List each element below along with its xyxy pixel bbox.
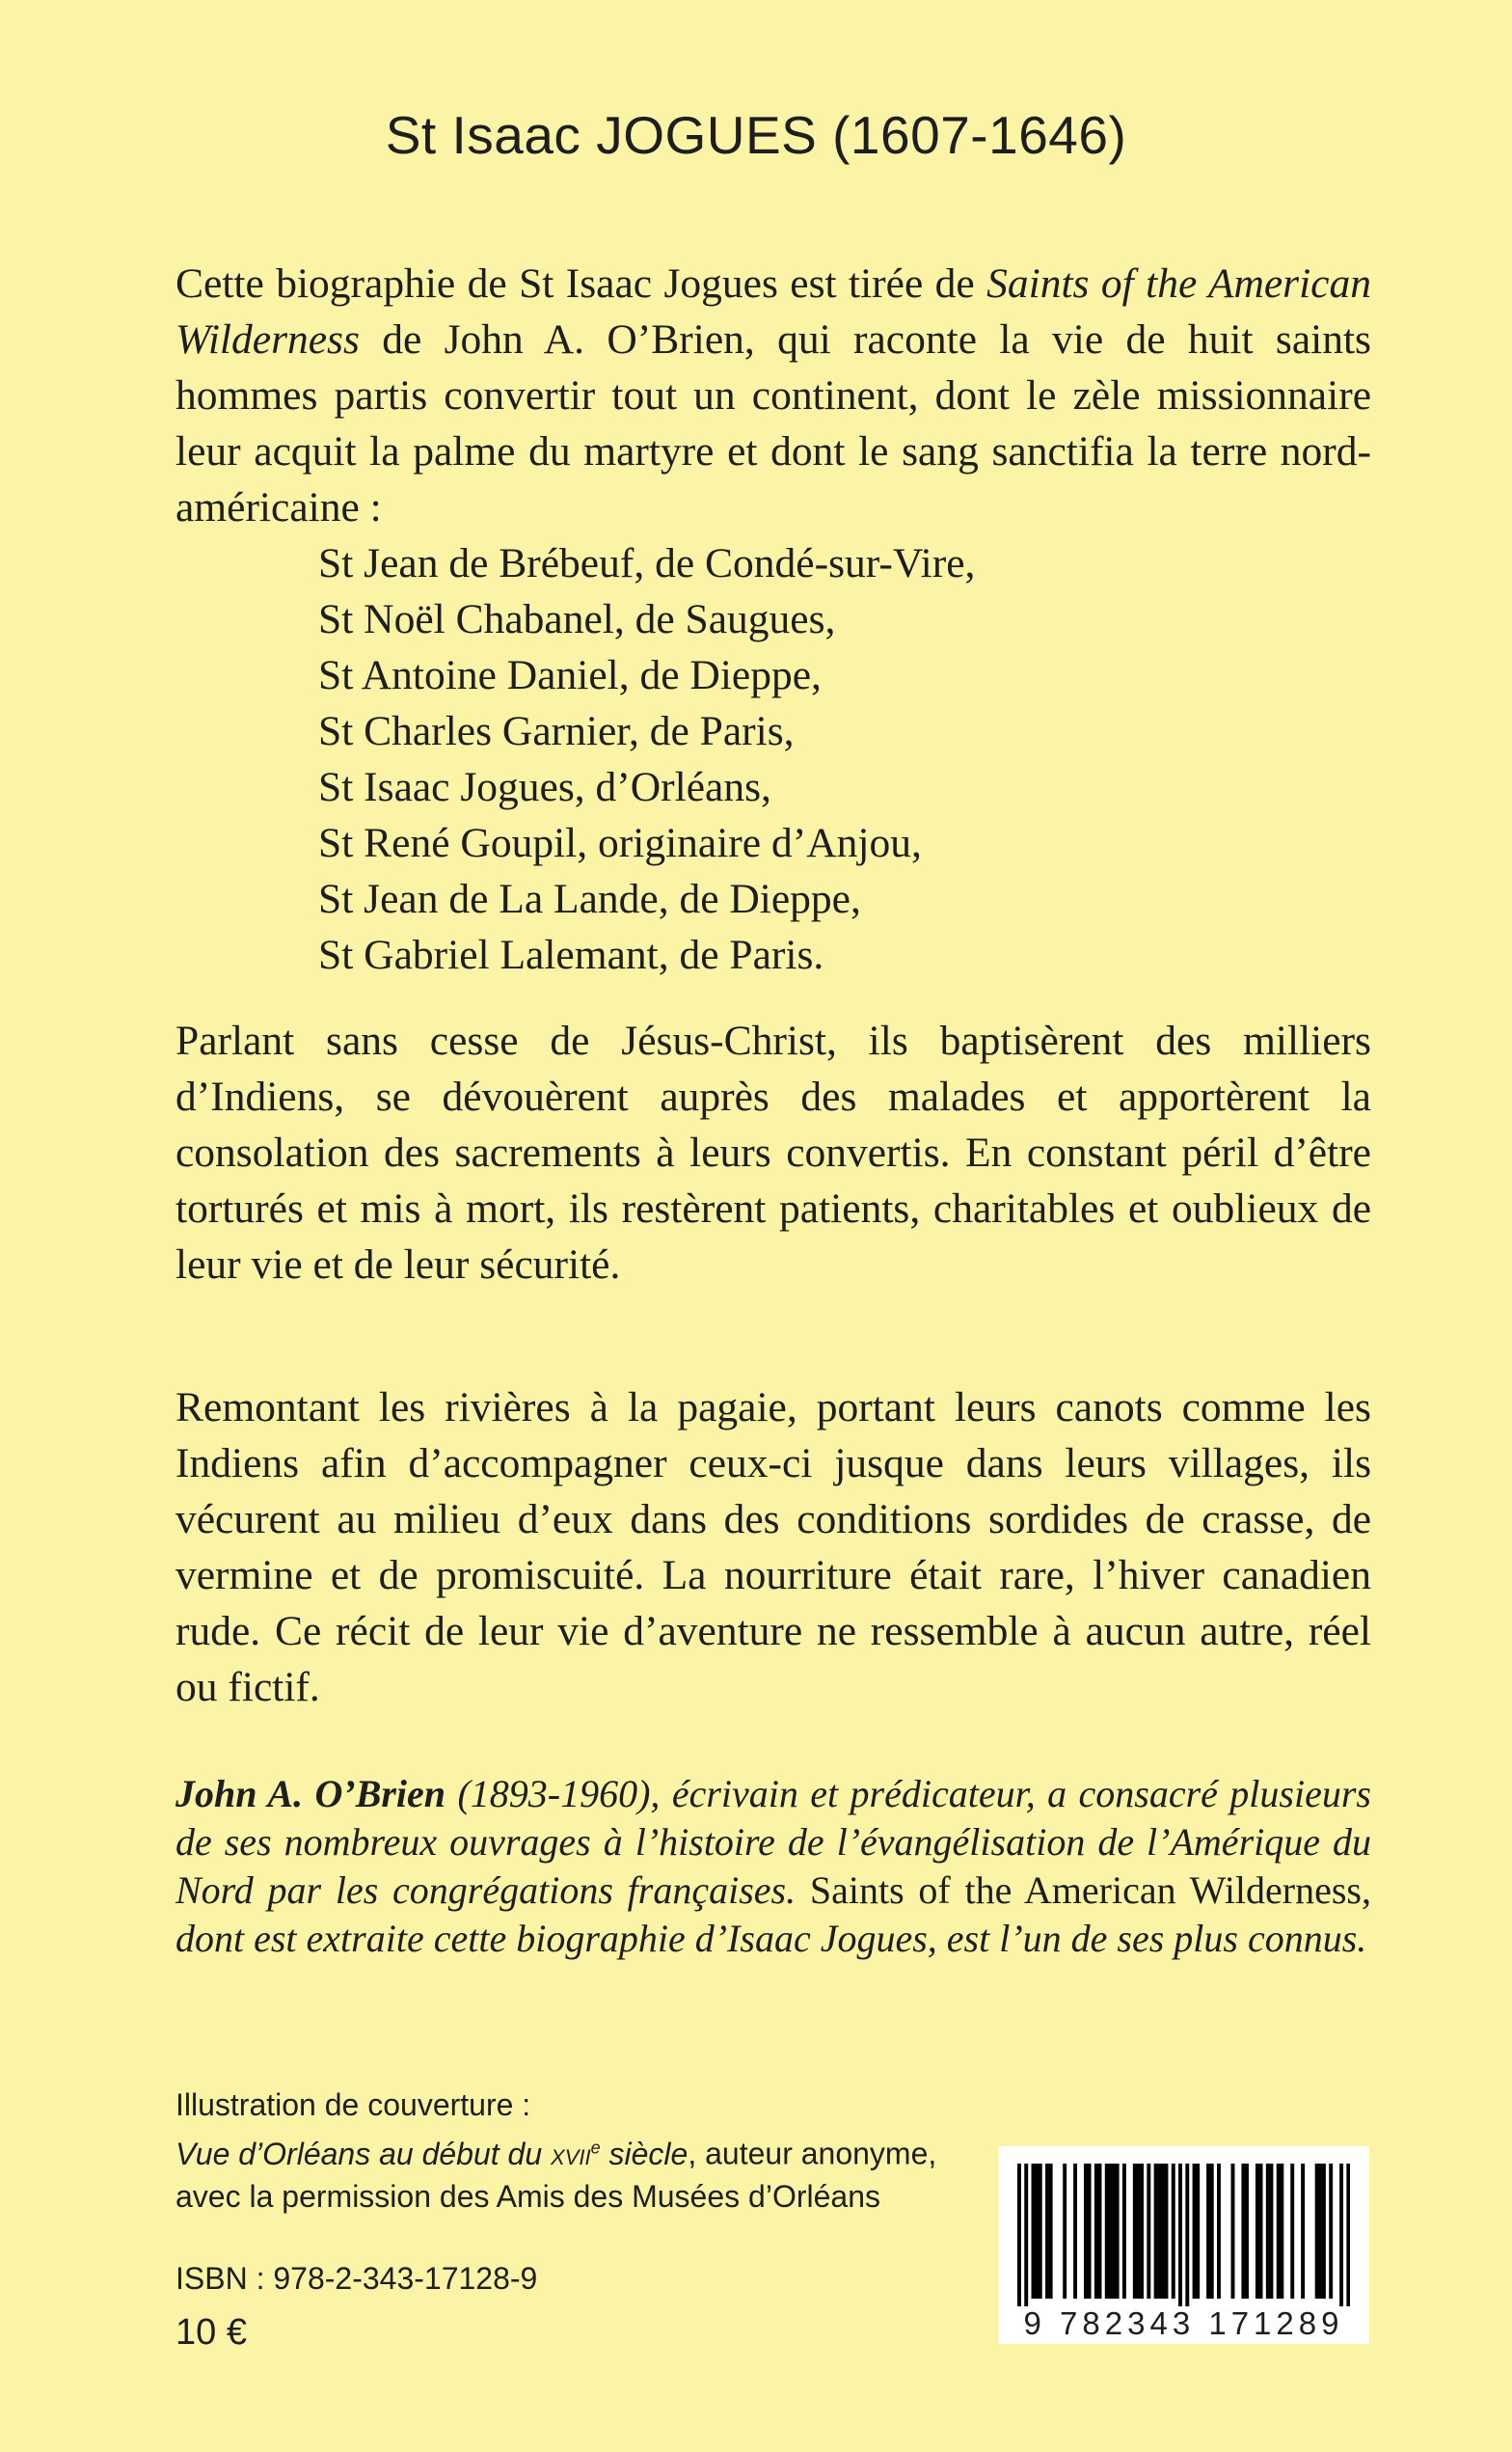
- barcode-bar: [1339, 2164, 1343, 2306]
- cover-credit-author: , auteur anonyme,: [688, 2136, 937, 2171]
- barcode-bar: [1269, 2164, 1273, 2299]
- barcode-bar: [1210, 2164, 1214, 2299]
- cover-credit-work: [176, 2126, 1043, 2175]
- barcode-bar: [1315, 2164, 1319, 2299]
- cover-credit-title-suffix: siècle: [600, 2136, 688, 2171]
- barcode-bar: [1196, 2164, 1200, 2299]
- saint-item: St Noël Chabanel, de Saugues,: [318, 596, 836, 642]
- barcode-bar: [1140, 2164, 1144, 2299]
- barcode-bar: [1318, 2164, 1322, 2299]
- barcode-bar: [1035, 2164, 1039, 2299]
- saint-item: St Gabriel Lalemant, de Paris.: [318, 932, 824, 978]
- barcode-bar: [1049, 2164, 1053, 2299]
- intro-paragraph: [176, 256, 1371, 535]
- barcode-bar: [1024, 2164, 1028, 2306]
- barcode-bar: [1045, 2164, 1049, 2299]
- barcode-bar: [1147, 2164, 1150, 2299]
- barcode-bar: [1301, 2164, 1305, 2299]
- cover-credit-century-suffix: e: [590, 2138, 601, 2157]
- cover-credit: [176, 2084, 1043, 2218]
- barcode-bar: [1136, 2164, 1140, 2299]
- isbn: ISBN : 978-2-343-17128-9: [176, 2261, 538, 2296]
- author-bio: [176, 1770, 1371, 1963]
- barcode-bar: [1063, 2164, 1066, 2299]
- barcode-bar: [1217, 2164, 1221, 2299]
- barcode-bar: [1172, 2164, 1175, 2299]
- saint-item: St Jean de Brébeuf, de Condé-sur-Vire,: [318, 540, 976, 586]
- barcode-bar: [1245, 2164, 1249, 2299]
- barcode-bar: [1259, 2164, 1263, 2299]
- barcode-bar: [1329, 2164, 1333, 2299]
- barcode-bar: [1098, 2164, 1102, 2299]
- barcode-bar: [1322, 2164, 1326, 2299]
- page-title: St Isaac JOGUES (1607-1646): [385, 105, 1127, 165]
- cover-credit-heading: Illustration de couverture :: [176, 2087, 531, 2122]
- saint-item: St Charles Garnier, de Paris,: [318, 708, 795, 754]
- author-bio-text: (1893-1960), écrivain et prédicateur, a consacré plusieurs de ses nombreux ouvrages à l’histoire de l’évangélisation de l’Amérique du Nord par les congrégations françaises.: [176, 1772, 1371, 1912]
- barcode-bar: [1157, 2164, 1161, 2299]
- barcode-bars: [1017, 2164, 1350, 2306]
- barcode: [998, 2146, 1369, 2344]
- barcode-bar: [1122, 2164, 1126, 2299]
- barcode-bar: [1256, 2164, 1259, 2299]
- cover-credit-century: xvii: [551, 2136, 591, 2171]
- barcode-bar: [1084, 2164, 1088, 2299]
- barcode-bar: [1133, 2164, 1137, 2299]
- barcode-bar: [1108, 2164, 1112, 2299]
- barcode-bar: [1206, 2164, 1210, 2299]
- saints-list: [318, 535, 975, 983]
- barcode-bar: [1346, 2164, 1350, 2306]
- saint-item: St Jean de La Lande, de Dieppe,: [318, 876, 861, 922]
- barcode-bar: [1032, 2164, 1036, 2299]
- barcode-bar: [1165, 2164, 1169, 2299]
- barcode-bar: [1154, 2164, 1158, 2299]
- barcode-bar: [1193, 2164, 1197, 2299]
- saint-item: St Antoine Daniel, de Dieppe,: [318, 652, 822, 698]
- missionary-paragraph: Parlant sans cesse de Jésus-Christ, ils baptisèrent des milliers d’Indiens, se dévouèrent auprès des malades et apportèrent la consolation des sacrements à leurs convertis. En constant péril d’être torturés et mis à mort, ils restèrent patients, charitables et oublieux de leur vie et de leur sécurité.: [176, 1018, 1371, 1288]
- intro-book-title: Saints of the American Wilderness: [176, 260, 1371, 363]
- barcode-bar: [1178, 2164, 1182, 2306]
- barcode-bar: [1161, 2164, 1165, 2299]
- saint-item: St René Goupil, originaire d’Anjou,: [318, 820, 922, 866]
- barcode-bar: [1116, 2164, 1120, 2299]
- cover-credit-title-prefix: Vue d’Orléans au début du: [176, 2136, 552, 2171]
- barcode-digits: 9 782343 171289: [1023, 2305, 1344, 2341]
- saint-item: St Isaac Jogues, d’Orléans,: [318, 764, 771, 810]
- price: 10 €: [176, 2312, 247, 2353]
- barcode-bar: [1039, 2164, 1042, 2299]
- barcode-bar: [1017, 2164, 1021, 2306]
- cover-credit-permission: avec la permission des Amis des Musées d’Orléans: [176, 2178, 880, 2214]
- author-bio-text-end: dont est extraite cette biographie d’Isaac Jogues, est l’un de ses plus connus.: [176, 1917, 1367, 1960]
- barcode-bar: [1280, 2164, 1283, 2299]
- wilderness-paragraph: Remontant les rivières à la pagaie, portant leurs canots comme les Indiens afin d’accompagner ceux-ci jusque dans leurs villages, ils vécurent au milieu d’eux dans des conditions sordides de crasse, de vermine et de promiscuité. La nourriture était rare, l’hiver canadien rude. Ce récit de leur vie d’aventure ne ressemble à aucun autre, réel ou fictif.: [176, 1384, 1371, 1710]
- barcode-bar: [1073, 2164, 1077, 2299]
- barcode-bar: [1290, 2164, 1294, 2299]
- barcode-bar: [1105, 2164, 1109, 2299]
- barcode-bar: [1088, 2164, 1092, 2299]
- intro-text-end: de John A. O’Brien, qui raconte la vie de huit saints hommes partis convertir tout un continent, dont le zèle missionnaire leur acquit la palme du martyre et dont le sang sanctifia la terre nord-américaine :: [176, 316, 1371, 531]
- barcode-bar: [1185, 2164, 1189, 2306]
- cover-credit-title: [176, 2137, 688, 2171]
- intro-text-start: Cette biographie de St Isaac Jogues est tirée de: [176, 260, 987, 307]
- barcode-bar: [1266, 2164, 1270, 2299]
- barcode-bar: [1094, 2164, 1098, 2299]
- barcode-bar: [1277, 2164, 1281, 2299]
- barcode-bar: [1112, 2164, 1116, 2299]
- author-bio-book: Saints of the American Wilderness,: [809, 1868, 1372, 1912]
- barcode-bar: [1231, 2164, 1235, 2299]
- author-name: John A. O’Brien: [176, 1772, 446, 1815]
- barcode-bar: [1241, 2164, 1245, 2299]
